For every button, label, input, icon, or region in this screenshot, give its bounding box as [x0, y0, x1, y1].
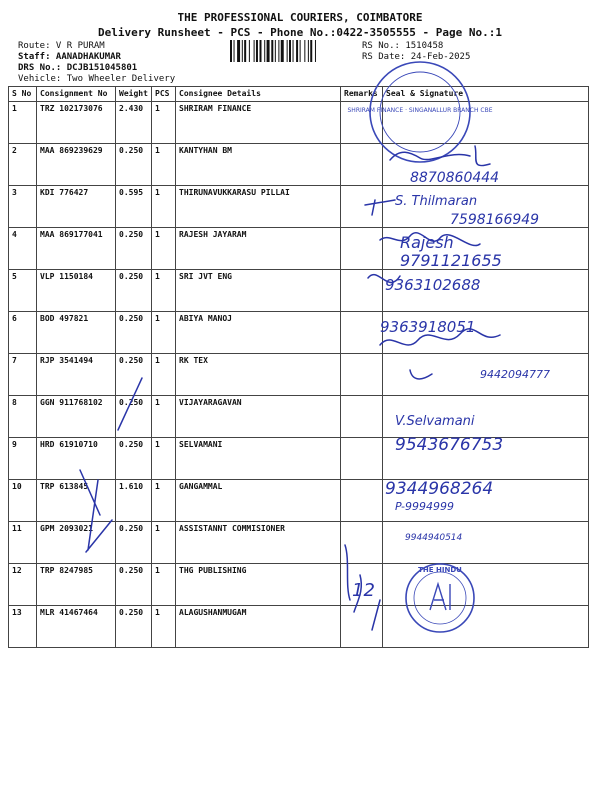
- cell-pcs: 1: [152, 354, 176, 396]
- hw-row6: 9363918051: [380, 318, 476, 336]
- cell-signature: [383, 606, 589, 648]
- cell-sno: 5: [9, 270, 37, 312]
- cell-consignment: TRZ 102173076: [37, 102, 116, 144]
- cell-consignment: KDI 776427: [37, 186, 116, 228]
- cell-consignee: SHRIRAM FINANCE: [176, 102, 341, 144]
- cell-weight: 0.250: [116, 354, 152, 396]
- table-row: [9, 522, 589, 564]
- cell-consignee: SRI JVT ENG: [176, 270, 341, 312]
- cell-sno: 3: [9, 186, 37, 228]
- drs-label: DRS No.: DCJB151045801: [18, 63, 138, 73]
- table-row: [9, 312, 589, 354]
- cell-pcs: 1: [152, 186, 176, 228]
- cell-weight: 0.250: [116, 396, 152, 438]
- cell-signature: [383, 354, 589, 396]
- cell-weight: 1.610: [116, 480, 152, 522]
- cell-signature: [383, 102, 589, 144]
- cell-sno: 10: [9, 480, 37, 522]
- table-row: [9, 564, 589, 606]
- cell-consignee: VIJAYARAGAVAN: [176, 396, 341, 438]
- cell-pcs: 1: [152, 438, 176, 480]
- cell-consignment: GGN 911768102: [37, 396, 116, 438]
- hw-row9b: 9543676753: [395, 435, 504, 455]
- col-weight: Weight: [116, 87, 152, 102]
- hw-row3a: S. Thilmaran: [395, 194, 478, 209]
- cell-remarks: [341, 606, 383, 648]
- cell-remarks: [341, 270, 383, 312]
- shriram-seal-text: SHRIRAM FINANCE · SINGANALLUR BRANCH CBE: [347, 107, 493, 114]
- cell-sno: 6: [9, 312, 37, 354]
- cell-consignee: ABIYA MANOJ: [176, 312, 341, 354]
- hw-row10b: P-9994999: [395, 500, 454, 513]
- hw-row5a: 9791121655: [400, 251, 502, 270]
- cell-remarks: [341, 522, 383, 564]
- cell-sno: 8: [9, 396, 37, 438]
- table-row: [9, 606, 589, 648]
- cell-weight: 0.250: [116, 438, 152, 480]
- cell-signature: [383, 144, 589, 186]
- table-row: [9, 354, 589, 396]
- cell-sno: 7: [9, 354, 37, 396]
- runsheet-table: [8, 86, 589, 648]
- cell-consignment: RJP 3541494: [37, 354, 116, 396]
- runsheet-subtitle: Delivery Runsheet - PCS - Phone No.:0422-3505555 - Page No.:1: [98, 26, 502, 39]
- hw-row9a: V.Selvamani: [395, 414, 475, 429]
- cell-pcs: 1: [152, 312, 176, 354]
- cell-remarks: [341, 480, 383, 522]
- col-signature: Seal & Signature: [383, 87, 589, 102]
- col-consignee: Consignee Details: [176, 87, 341, 102]
- cell-consignment: MAA 869239629: [37, 144, 116, 186]
- cell-pcs: 1: [152, 522, 176, 564]
- hw-row10a: 9344968264: [385, 479, 494, 499]
- cell-sno: 2: [9, 144, 37, 186]
- cell-signature: [383, 228, 589, 270]
- cell-consignment: VLP 1150184: [37, 270, 116, 312]
- col-sno: S No: [9, 87, 37, 102]
- table-row: [9, 480, 589, 522]
- cell-remarks: [341, 144, 383, 186]
- cell-consignee: RAJESH JAYARAM: [176, 228, 341, 270]
- cell-pcs: 1: [152, 270, 176, 312]
- cell-remarks: [341, 438, 383, 480]
- table-row: [9, 396, 589, 438]
- cell-consignment: HRD 61910710: [37, 438, 116, 480]
- cell-pcs: 1: [152, 102, 176, 144]
- cell-sno: 12: [9, 564, 37, 606]
- cell-remarks: [341, 396, 383, 438]
- cell-signature: [383, 396, 589, 438]
- col-pcs: PCS: [152, 87, 176, 102]
- cell-signature: [383, 480, 589, 522]
- cell-consignment: MLR 41467464: [37, 606, 116, 648]
- cell-pcs: 1: [152, 396, 176, 438]
- cell-consignment: BOD 497821: [37, 312, 116, 354]
- cell-consignment: TRP 8247985: [37, 564, 116, 606]
- col-remarks: Remarks: [341, 87, 383, 102]
- cell-signature: [383, 564, 589, 606]
- cell-remarks: [341, 312, 383, 354]
- rs-date: RS Date: 24-Feb-2025: [362, 52, 471, 62]
- cell-weight: 0.595: [116, 186, 152, 228]
- cell-weight: 0.250: [116, 144, 152, 186]
- table-row: [9, 144, 589, 186]
- route-label: Route: V R PURAM: [18, 41, 105, 51]
- rs-number: RS No.: 1510458: [362, 41, 444, 51]
- cell-sno: 11: [9, 522, 37, 564]
- cell-remarks: [341, 228, 383, 270]
- hw-row5b: 9363102688: [385, 276, 481, 294]
- hindu-seal-text: THE HINDU: [418, 566, 462, 574]
- cell-remarks: [341, 186, 383, 228]
- vehicle-label: Vehicle: Two Wheeler Delivery: [18, 74, 176, 84]
- cell-remarks: [341, 354, 383, 396]
- hw-row2: 8870860444: [410, 170, 500, 186]
- table-row: [9, 186, 589, 228]
- cell-weight: 0.250: [116, 270, 152, 312]
- col-consignment: Consignment No: [37, 87, 116, 102]
- barcode-icon: [230, 40, 355, 62]
- cell-consignee: ALAGUSHANMUGAM: [176, 606, 341, 648]
- cell-remarks: [341, 102, 383, 144]
- cell-consignment: MAA 869177041: [37, 228, 116, 270]
- cell-pcs: 1: [152, 228, 176, 270]
- cell-weight: 0.250: [116, 606, 152, 648]
- cell-pcs: 1: [152, 480, 176, 522]
- cell-consignee: THIRUNAVUKKARASU PILLAI: [176, 186, 341, 228]
- cell-pcs: 1: [152, 564, 176, 606]
- cell-remarks: [341, 564, 383, 606]
- hw-row4: Rajesh: [400, 233, 454, 252]
- cell-weight: 0.250: [116, 522, 152, 564]
- cell-sno: 1: [9, 102, 37, 144]
- cell-signature: [383, 270, 589, 312]
- table-row: [9, 228, 589, 270]
- table-row: [9, 438, 589, 480]
- cell-signature: [383, 312, 589, 354]
- cell-consignee: KANTYHAN BM: [176, 144, 341, 186]
- cell-sno: 13: [9, 606, 37, 648]
- cell-signature: [383, 522, 589, 564]
- cell-weight: 0.250: [116, 228, 152, 270]
- cell-pcs: 1: [152, 144, 176, 186]
- hw-row8: 9442094777: [480, 368, 550, 381]
- cell-consignee: ASSISTANNT COMMISIONER: [176, 522, 341, 564]
- cell-pcs: 1: [152, 606, 176, 648]
- cell-weight: 0.250: [116, 564, 152, 606]
- staff-label: Staff: AANADHAKUMAR: [18, 52, 121, 62]
- cell-weight: 0.250: [116, 312, 152, 354]
- table-row: [9, 270, 589, 312]
- cell-signature: [383, 438, 589, 480]
- hw-row12: 12: [352, 580, 375, 601]
- cell-sno: 9: [9, 438, 37, 480]
- hw-row3b: 7598166949: [450, 212, 540, 228]
- cell-sno: 4: [9, 228, 37, 270]
- cell-signature: [383, 186, 589, 228]
- company-title: THE PROFESSIONAL COURIERS, COIMBATORE: [177, 11, 423, 24]
- cell-consignee: GANGAMMAL: [176, 480, 341, 522]
- cell-weight: 2.430: [116, 102, 152, 144]
- cell-consignee: SELVAMANI: [176, 438, 341, 480]
- hw-row11: 9944940514: [405, 533, 463, 543]
- cell-consignee: THG PUBLISHING: [176, 564, 341, 606]
- cell-consignment: GPM 2093021: [37, 522, 116, 564]
- cell-consignment: TRP 613845: [37, 480, 116, 522]
- table-header-row: [9, 87, 589, 102]
- table-row: [9, 102, 589, 144]
- cell-consignee: RK TEX: [176, 354, 341, 396]
